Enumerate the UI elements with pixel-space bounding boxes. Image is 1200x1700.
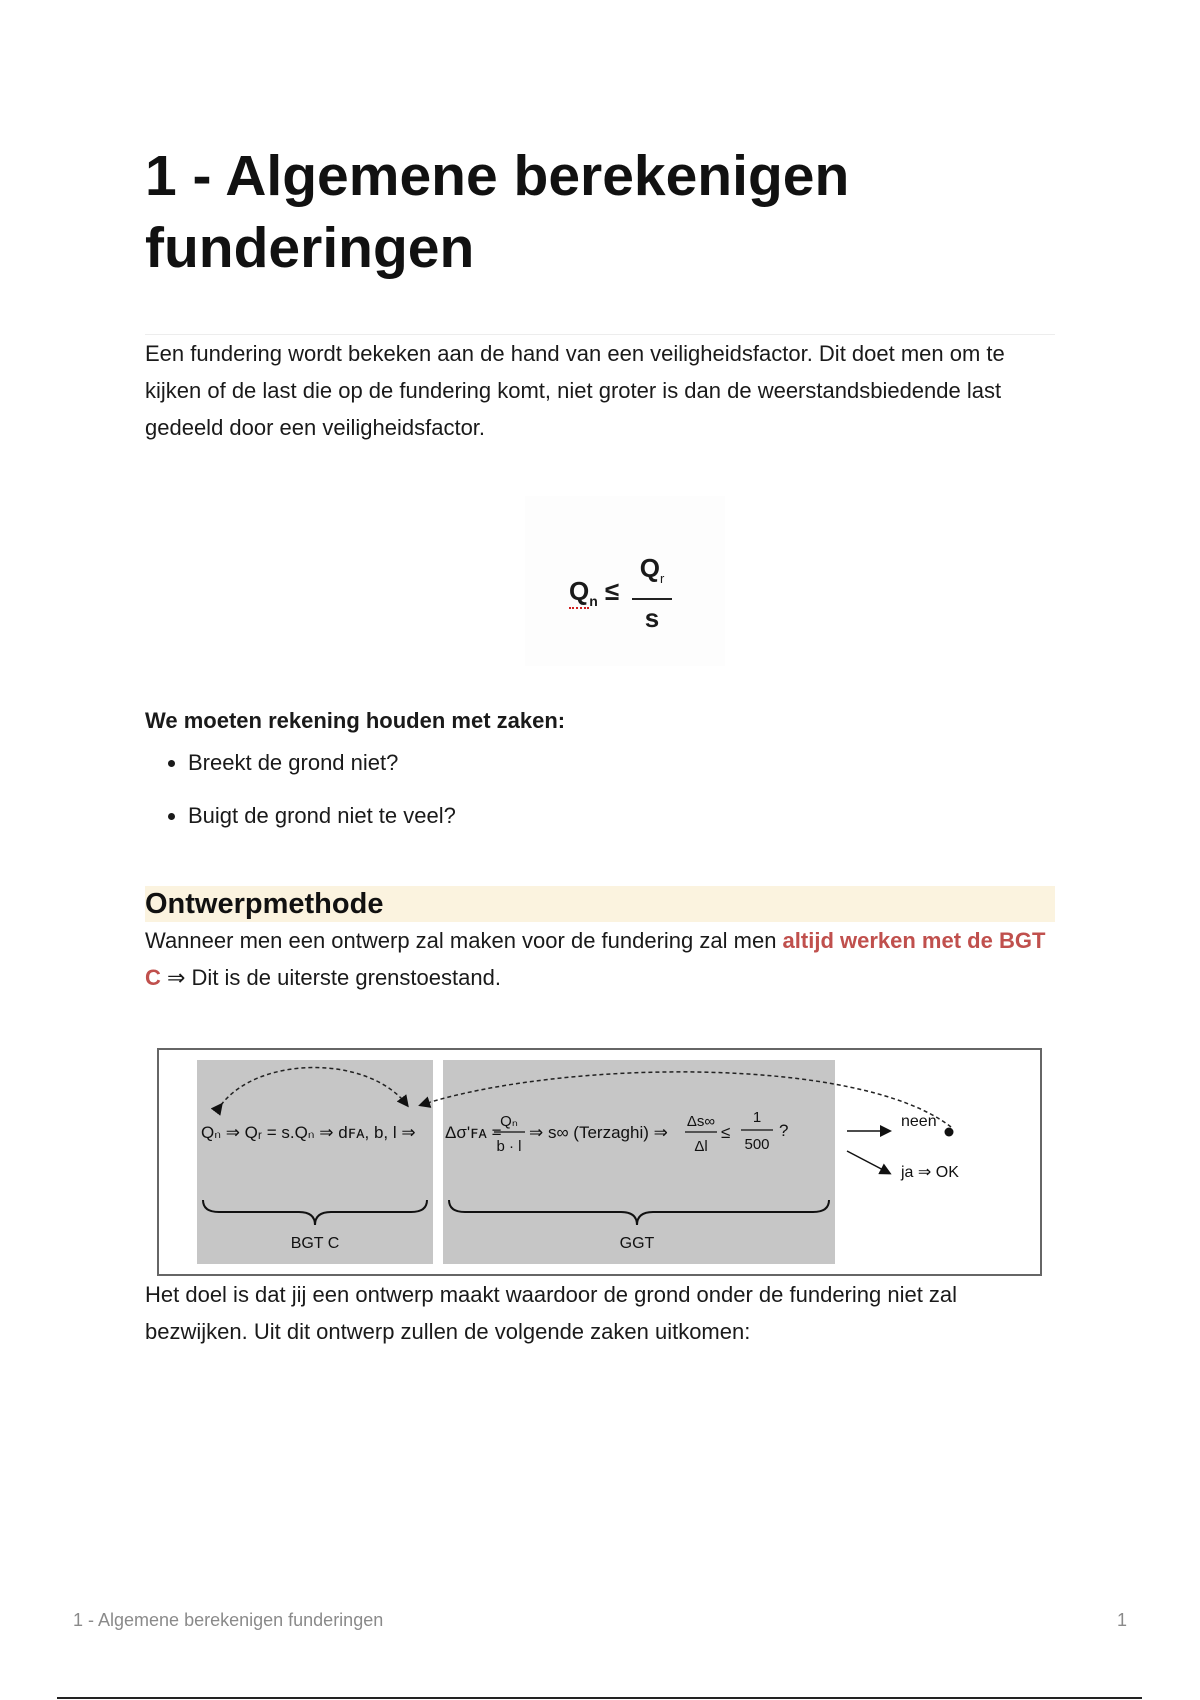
page-title: 1 - Algemene berekenigen funderingen [145,144,850,280]
list-item: • Breekt de grond niet? [188,748,1055,778]
ggt-ratio-numerator: Δs∞ [686,1113,716,1130]
fraction-bar [632,598,672,600]
page-content [145,140,1055,1350]
formula-numerator [632,551,672,596]
considerations-list [145,748,1055,831]
yes-label: ja ⇒ OK [901,1164,959,1181]
ggt-leq-text: ≤ [721,1123,731,1142]
ggt-limit-denominator: 500 [744,1136,770,1153]
safety-factor-formula [525,496,725,666]
ggt-fraction-numerator: Qₙ [500,1113,518,1130]
ggt-group-background [443,1060,835,1264]
diagram-svg [159,1050,1044,1278]
no-label: neen [901,1113,937,1130]
bgt-group-label: BGT C [290,1235,340,1252]
ggt-limit-numerator: 1 [752,1109,762,1126]
ggt-ratio-denominator: Δl [694,1138,708,1155]
no-branch-dot [945,1128,954,1137]
yes-branch-arrow [847,1151,889,1173]
footer-title: 1 - Algemene berekenigen funderingen [73,1610,384,1630]
section-text-after: ⇒ Dit is de uiterste grenstoestand. [160,965,501,990]
formula-lhs-symbol: Q [569,576,590,606]
formula-numerator-sub: r [659,571,665,587]
formula-lhs [569,576,619,609]
bgt-chain-text: Qₙ ⇒ Qᵣ = s.Qₙ ⇒ dꜰᴀ, b, l ⇒ [201,1123,416,1142]
question-mark-text: ? [779,1121,789,1140]
list-item: • Buigt de grond niet te veel? [188,801,1055,831]
formula-fraction [632,551,672,632]
section-paragraph [145,922,1055,996]
formula-relation: ≤ [605,576,620,606]
footer-divider [57,1697,1142,1699]
footer-page-number: 1 [1116,1610,1127,1630]
formula-numerator-symbol: Q [639,553,660,583]
section-text-highlight: altijd werken met de BGT C [145,928,1046,990]
formula-block [145,446,1055,706]
bgt-group-background [197,1060,433,1264]
closing-paragraph: Het doel is dat jij een ontwerp maakt waardoor de grond onder de fundering niet zal bezwijken. Uit dit ontwerp zullen de volgende zaken uitkomen: [145,1282,958,1344]
formula-denominator: s [644,603,660,634]
ggt-fraction-denominator: b · l [496,1138,522,1155]
section-text-before: Wanneer men een ontwerp zal maken voor de fundering zal men [145,928,783,953]
design-method-diagram [157,1048,1042,1276]
intro-paragraph: Een fundering wordt bekeken aan de hand van een veiligheidsfactor. Dit doet men om te kijken of de last die op de fundering komt, niet groter is dan de weerstandsbiedende last gedeeld door een veiligheidsfactor. [145,341,1005,440]
formula-lhs-sub: n [589,593,598,610]
ggt-group-label: GGT [619,1235,655,1252]
considerations-lead: We moeten rekening houden met zaken: [145,708,566,733]
section-heading: Ontwerpmethode [145,886,1055,922]
ggt-settlement-text: ⇒ s∞ (Terzaghi) ⇒ [529,1123,668,1142]
ggt-delta-text: Δσ'ꜰᴀ = [445,1123,502,1142]
